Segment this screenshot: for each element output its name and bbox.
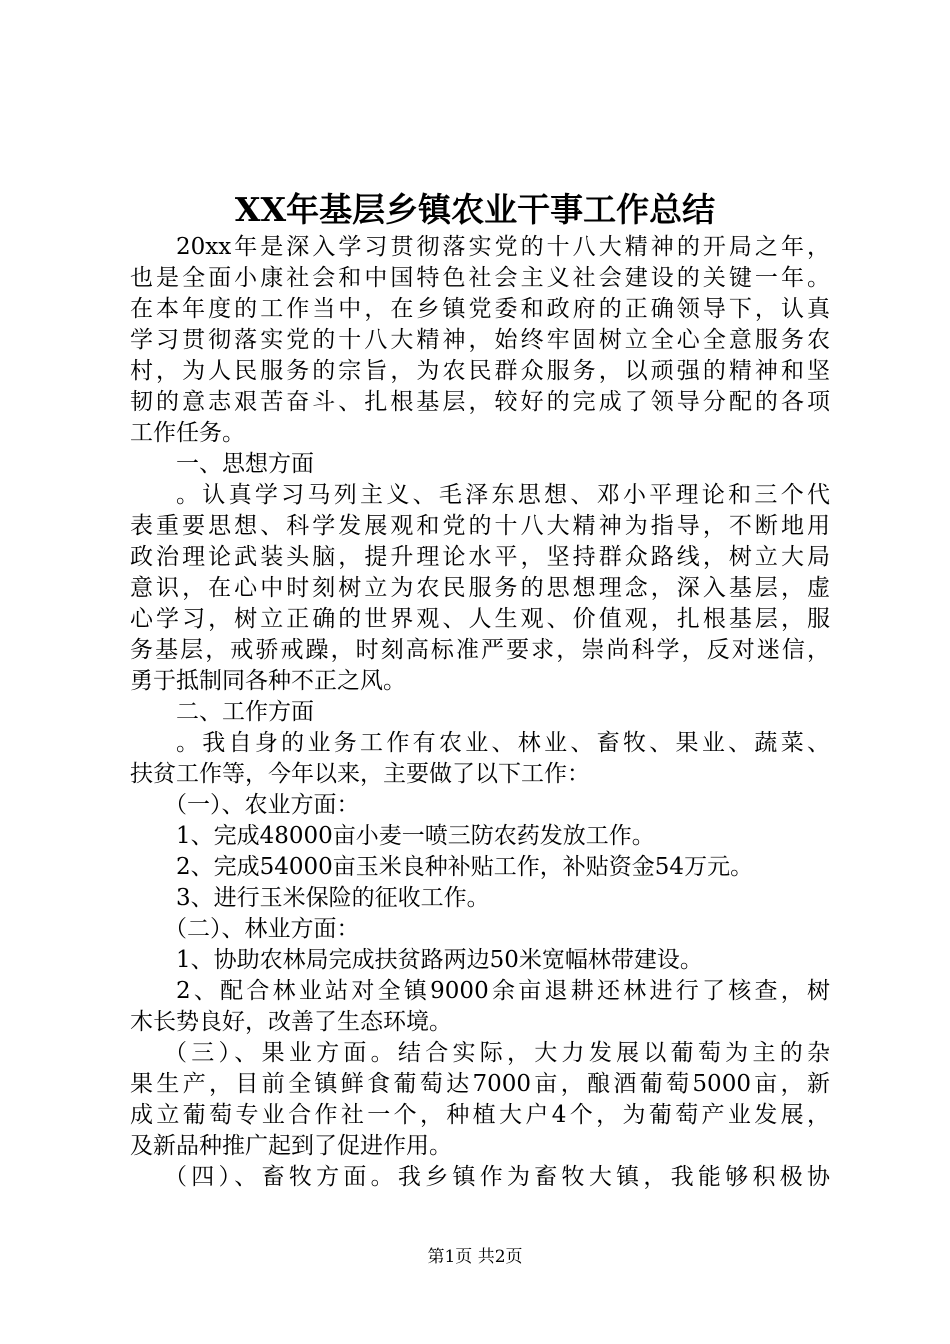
section-heading: 二、工作方面 [176, 699, 314, 725]
text-line: 心学习，树立正确的世界观、人生观、价值观，扎根基层，服 [130, 606, 830, 632]
text-line: 。认真学习马列主义、毛泽东思想、邓小平理论和三个代 [176, 482, 830, 508]
subsection-heading: （一）、农业方面： [164, 792, 360, 818]
text-line: 扶贫工作等，今年以来，主要做了以下工作： [130, 761, 590, 787]
text-line: 村，为人民服务的宗旨，为农民群众服务，以顽强的精神和坚 [130, 358, 830, 384]
list-item: 1、协助农林局完成扶贫路两边50米宽幅林带建设。 [176, 947, 703, 973]
text-line: 成立葡萄专业合作社一个，种植大户4个，为葡萄产业发展， [130, 1102, 830, 1128]
text-line: 工作任务。 [130, 420, 245, 446]
subsection-heading: （四）、畜牧方面。我乡镇作为畜牧大镇，我能够积极协 [164, 1164, 830, 1190]
text-line: 学习贯彻落实党的十八大精神，始终牢固树立全心全意服务农 [130, 327, 830, 353]
list-item: 1、完成48000亩小麦一喷三防农药发放工作。 [176, 823, 655, 849]
list-item: 2、配合林业站对全镇9000余亩退耕还林进行了核查，树 [176, 978, 830, 1004]
text-line: 勇于抵制同各种不正之风。 [130, 668, 406, 694]
document-body [130, 232, 830, 1193]
text-line: 韧的意志艰苦奋斗、扎根基层，较好的完成了领导分配的各项 [130, 389, 830, 415]
text-line: 20xx年是深入学习贯彻落实党的十八大精神的开局之年， [176, 234, 830, 260]
subsection-heading: （三）、果业方面。结合实际，大力发展以葡萄为主的杂 [164, 1040, 830, 1066]
text-line: 果生产，目前全镇鲜食葡萄达7000亩，酿酒葡萄5000亩，新 [130, 1071, 830, 1097]
text-line: 表重要思想、科学发展观和党的十八大精神为指导，不断地用 [130, 513, 830, 539]
text-line: 木长势良好，改善了生态环境。 [130, 1009, 452, 1035]
document-title: XX年基层乡镇农业干事工作总结 [234, 190, 716, 229]
text-line: 政治理论武装头脑，提升理论水平，坚持群众路线，树立大局 [130, 544, 830, 570]
text-line: 务基层，戒骄戒躁，时刻高标准严要求，崇尚科学，反对迷信， [130, 637, 830, 663]
text-line: 在本年度的工作当中，在乡镇党委和政府的正确领导下，认真 [130, 296, 830, 322]
section-heading: 一、思想方面 [176, 451, 314, 477]
page-number-footer: 第1页 共2页 [427, 1247, 523, 1267]
text-line: 及新品种推广起到了促进作用。 [130, 1133, 452, 1159]
text-line: 也是全面小康社会和中国特色社会主义社会建设的关键一年。 [130, 265, 830, 291]
text-line: 意识，在心中时刻树立为农民服务的思想理念，深入基层，虚 [130, 575, 830, 601]
list-item: 3、进行玉米保险的征收工作。 [176, 885, 490, 911]
subsection-heading: （二）、林业方面： [164, 916, 360, 942]
text-line: 。我自身的业务工作有农业、林业、畜牧、果业、蔬菜、 [176, 730, 830, 756]
list-item: 2、完成54000亩玉米良种补贴工作，补贴资金54万元。 [176, 854, 754, 880]
